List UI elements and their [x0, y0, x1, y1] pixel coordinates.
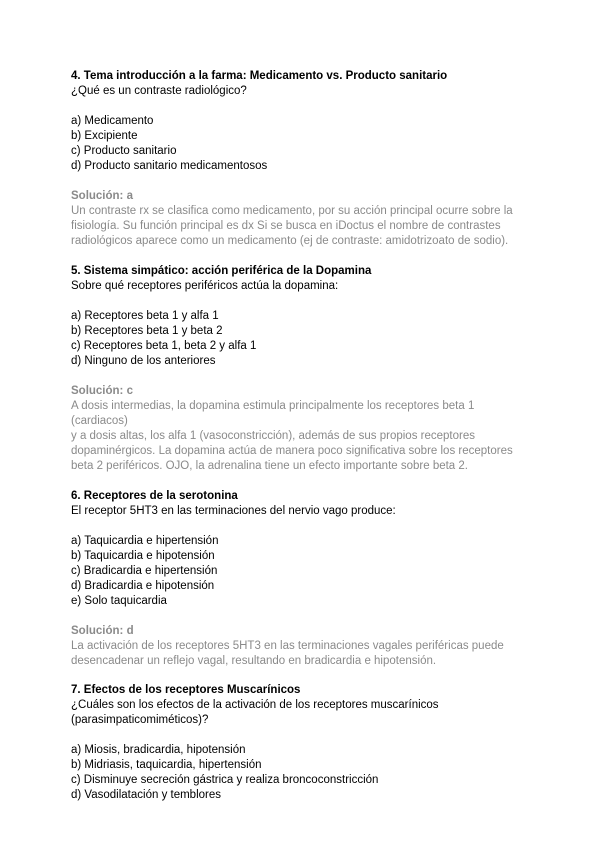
option-c: c) Producto sanitario: [71, 145, 177, 157]
option-a: a) Receptores beta 1 y alfa 1: [71, 309, 219, 322]
option-d: d) Vasodilatación y temblores: [71, 789, 221, 802]
option-a: a) Miosis, bradicardia, hipotensión: [71, 744, 246, 757]
solution-line: radiológicos aparece como un medicamento (ej de contraste: amidotrizoato de sodio).: [71, 235, 509, 248]
solution-line: Un contraste rx se clasifica como medicamento, por su acción principal ocurre sobre la: [71, 205, 513, 217]
document-content: [71, 69, 531, 803]
question-title: 5. Sistema simpático: acción periférica de la Dopamina: [71, 264, 372, 277]
solution-line: beta 2 periféricos. OJO, la adrenalina tiene un efecto importante sobre beta 2.: [71, 460, 468, 473]
solution-line: La activación de los receptores 5HT3 en las terminaciones vagales periféricas puede: [71, 639, 504, 652]
options-list: [71, 309, 531, 369]
solution-line: A dosis intermedias, la dopamina estimula principalmente los receptores beta 1 (cardiacos): [71, 399, 475, 427]
solution-line: dopaminérgicos. La dopamina actúa de manera poco significativa sobre los receptores: [71, 445, 513, 458]
question-title: 4. Tema introducción a la farma: Medicamento vs. Producto sanitario: [71, 70, 448, 82]
question-5: [71, 264, 531, 475]
option-e: e) Solo taquicardia: [71, 594, 167, 607]
question-text: ¿Qué es un contraste radiológico?: [71, 85, 247, 97]
question-text: ¿Cuáles son los efectos de la activación de los receptores muscarínicos: [71, 699, 439, 712]
solution-line: fisiología. Su función principal es dx Si se busca en iDoctus el nombre de contrastes: [71, 220, 501, 233]
option-a: a) Medicamento: [71, 115, 154, 127]
option-b: b) Midriasis, taquicardia, hipertensión: [71, 759, 262, 772]
options-list: [71, 534, 531, 609]
option-c: c) Bradicardia e hipertensión: [71, 564, 218, 577]
solution-title: Solución: c: [71, 384, 133, 397]
option-b: b) Receptores beta 1 y beta 2: [71, 324, 223, 337]
option-b: b) Taquicardia e hipotensión: [71, 549, 215, 562]
option-c: c) Disminuye secreción gástrica y realiza broncoconstricción: [71, 774, 379, 787]
option-d: d) Ninguno de los anteriores: [71, 354, 216, 367]
question-text: El receptor 5HT3 en las terminaciones del nervio vago produce:: [71, 504, 396, 517]
question-title: 7. Efectos de los receptores Muscarínicos: [71, 684, 301, 697]
question-title: 6. Receptores de la serotonina: [71, 489, 238, 502]
solution-title: Solución: a: [71, 190, 133, 202]
question-text: (parasimpaticomiméticos)?: [71, 714, 209, 727]
question-7: [71, 683, 531, 803]
solution-line: desencadenar un reflejo vagal, resultando en bradicardia e hipotensión.: [71, 654, 437, 667]
options-list: [71, 114, 531, 174]
option-a: a) Taquicardia e hipertensión: [71, 534, 219, 547]
solution-line: y a dosis altas, los alfa 1 (vasoconstricción), además de sus propios receptores: [71, 430, 475, 443]
question-6: [71, 489, 531, 669]
solution-title: Solución: d: [71, 624, 134, 637]
option-b: b) Excipiente: [71, 130, 138, 142]
options-list: [71, 743, 531, 803]
option-d: d) Producto sanitario medicamentosos: [71, 160, 268, 172]
option-c: c) Receptores beta 1, beta 2 y alfa 1: [71, 339, 257, 352]
question-4: [71, 69, 531, 250]
option-d: d) Bradicardia e hipotensión: [71, 579, 215, 592]
question-text: Sobre qué receptores periféricos actúa la dopamina:: [71, 279, 339, 292]
